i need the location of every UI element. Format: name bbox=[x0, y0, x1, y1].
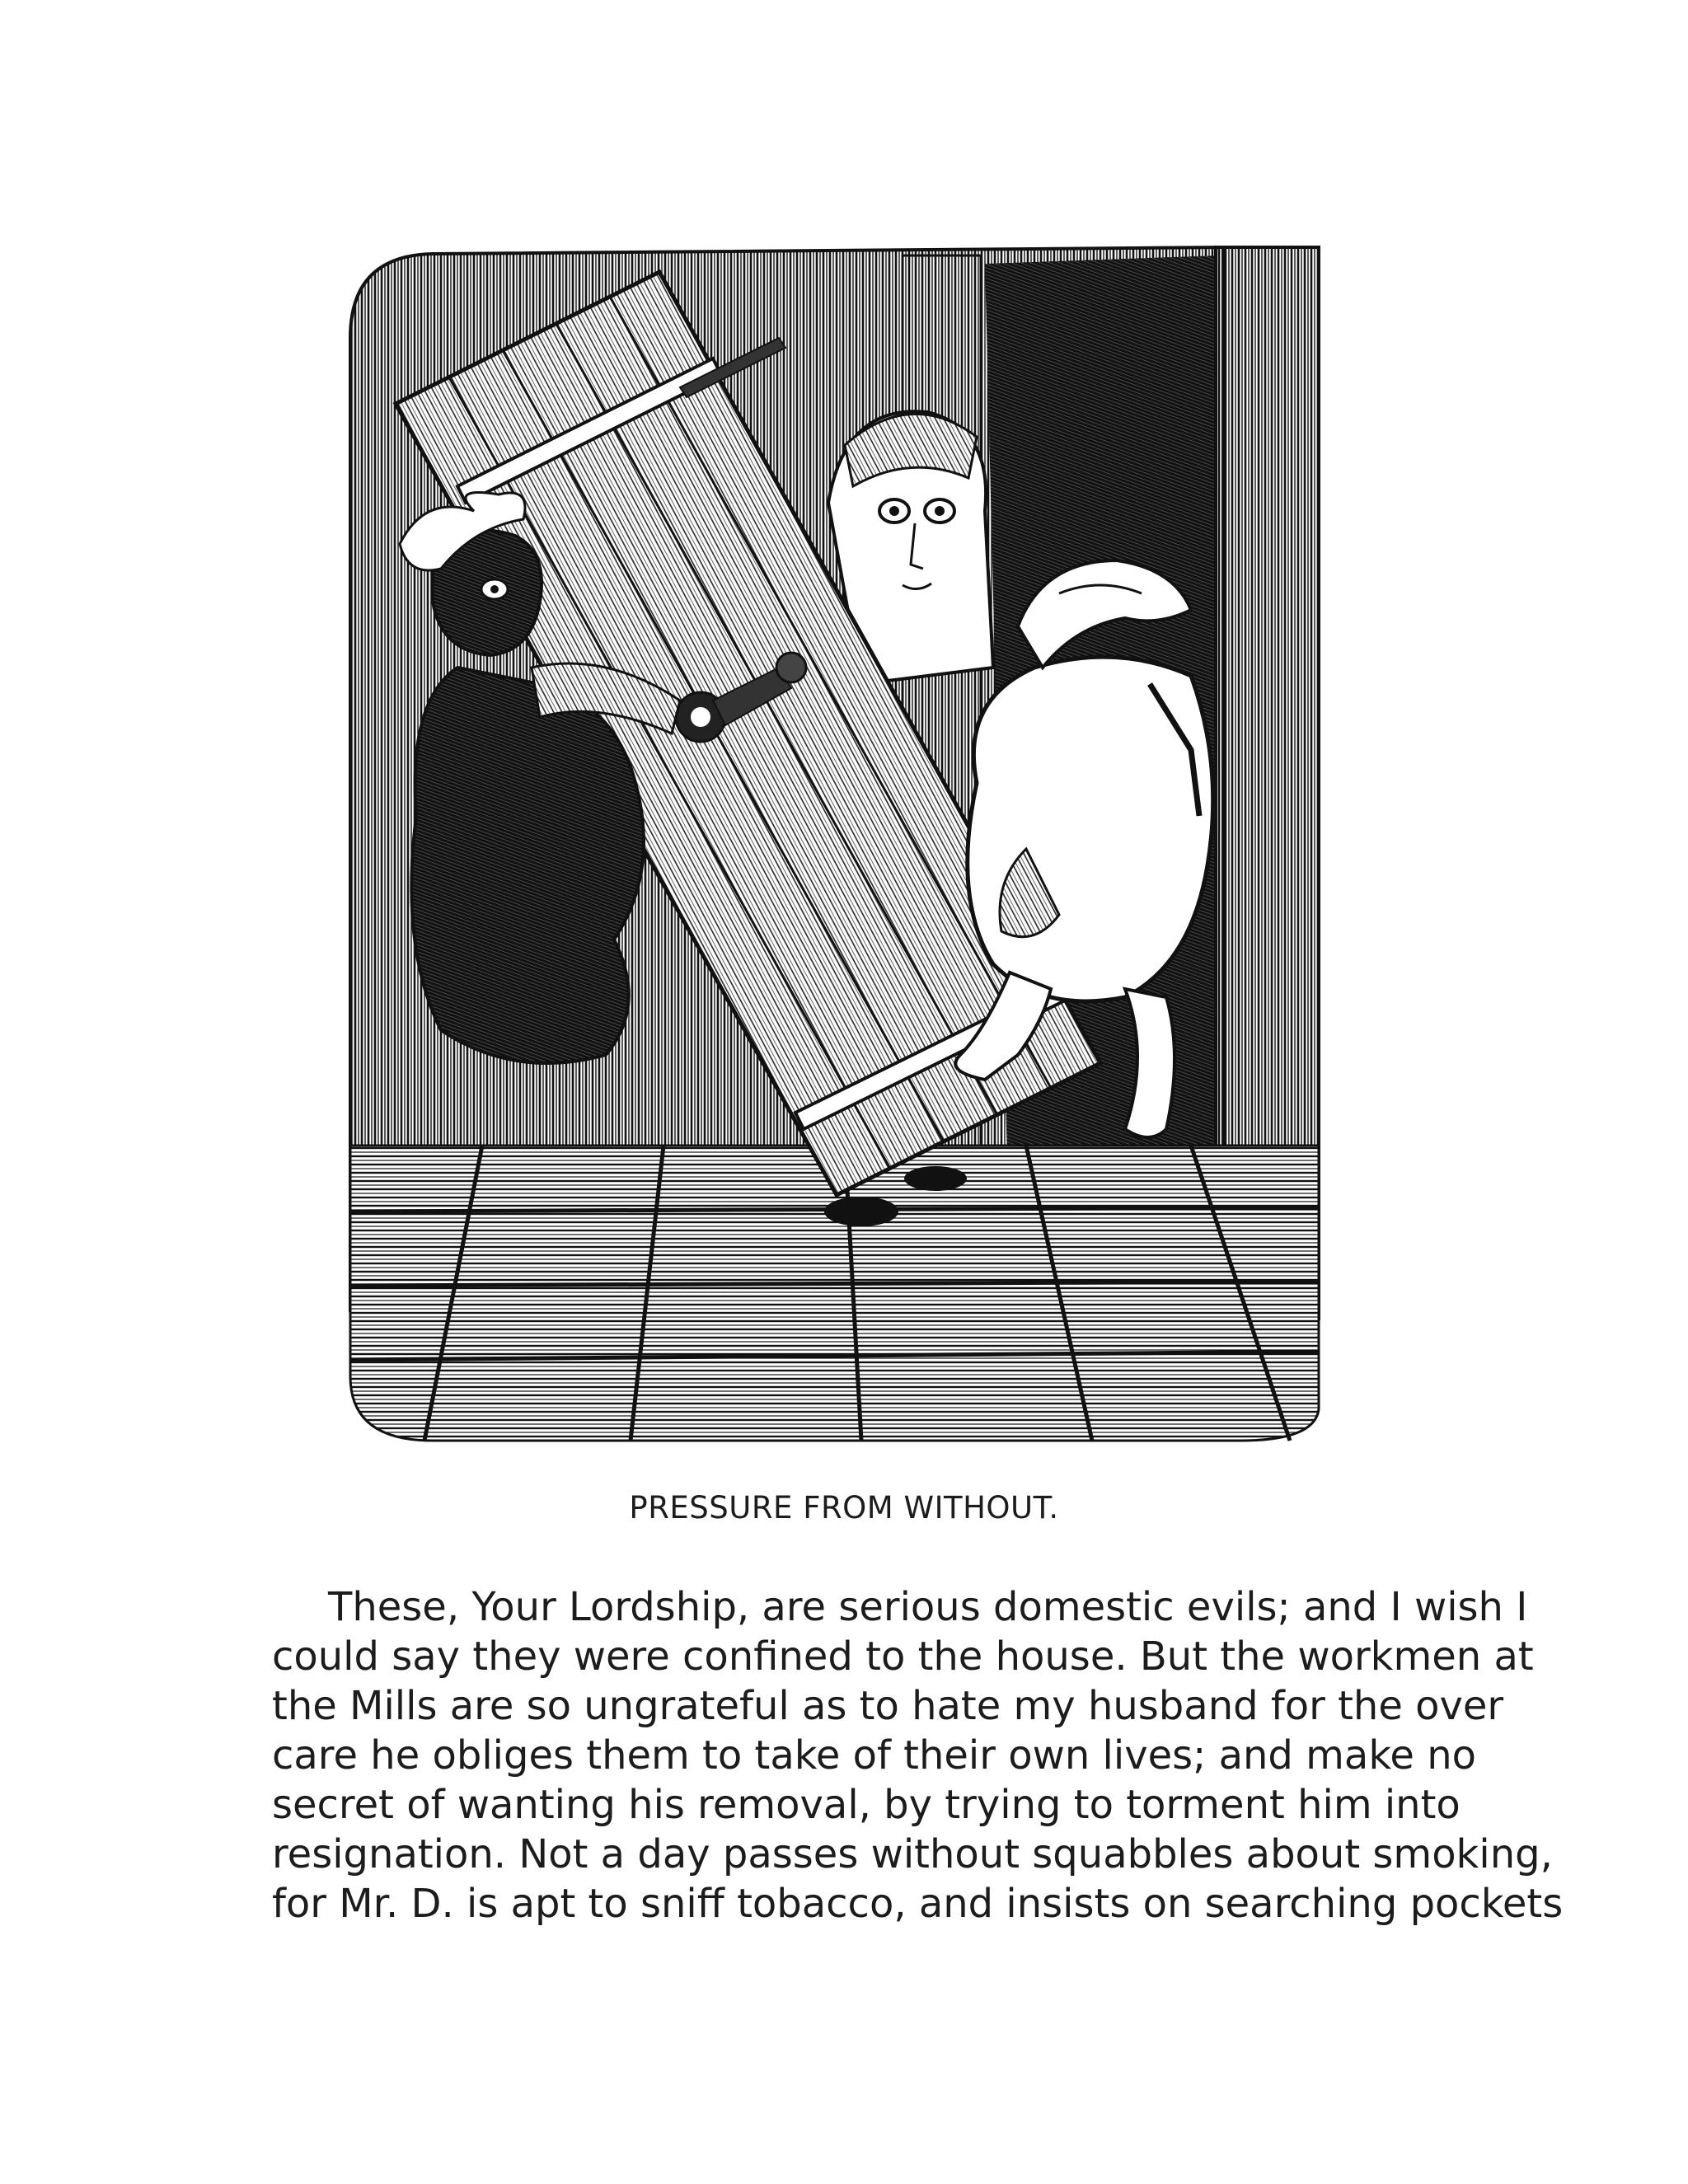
engraving-illustration bbox=[334, 239, 1327, 1442]
text-line: These, Your Lordship, are serious domestic evils; and I wish I bbox=[328, 1584, 1528, 1630]
shoe bbox=[904, 1166, 967, 1191]
figure-caption: PRESSURE FROM WITHOUT. bbox=[629, 1490, 1059, 1526]
body-paragraph bbox=[272, 1582, 1564, 1929]
text-line: could say they were confined to the house. But the workmen at bbox=[272, 1633, 1534, 1680]
shoe bbox=[824, 1197, 898, 1226]
text-line: for Mr. D. is apt to sniff tobacco, and insists on searching pockets bbox=[272, 1881, 1564, 1927]
text-line: care he obliges them to take of their own lives; and make no bbox=[272, 1732, 1476, 1779]
text-line: resignation. Not a day passes without squabbles about smoking, bbox=[272, 1831, 1553, 1877]
text-line: secret of wanting his removal, by trying to torment him into bbox=[272, 1782, 1461, 1828]
text-line: the Mills are so ungrateful as to hate my husband for the over bbox=[272, 1683, 1504, 1729]
